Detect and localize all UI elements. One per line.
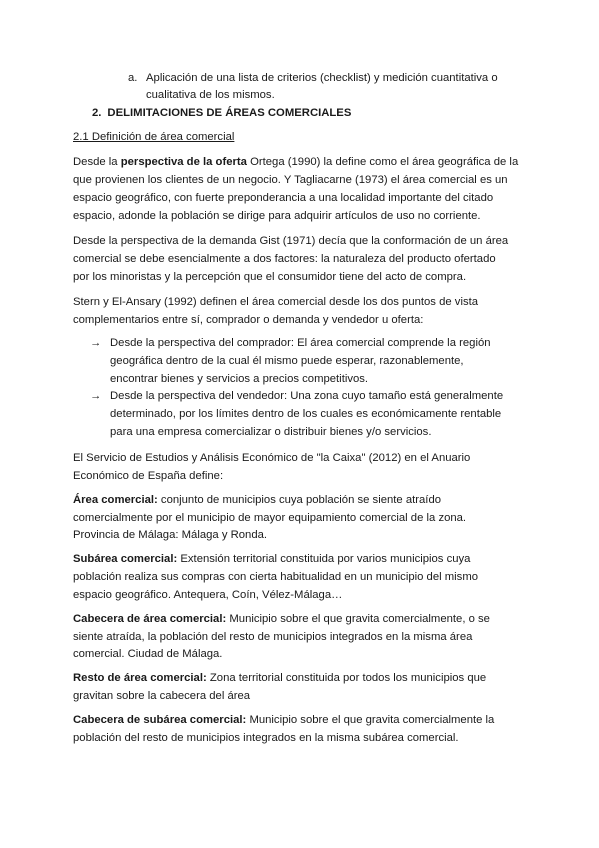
definition-4-line-2: gravitan sobre la cabecera del área <box>73 690 251 702</box>
definition-text: Zona territorial constituida por todos los municipios que <box>206 672 487 684</box>
bullet-1-line-3: encontrar bienes y servicios a precios competitivos. <box>110 373 369 385</box>
p1-bold: perspectiva de la oferta <box>120 156 247 168</box>
definition-1-line-2: comercialmente por el municipio de mayor equipamiento comercial de la zona. <box>73 512 467 524</box>
paragraph-1-line-1 <box>73 154 518 171</box>
definition-term: Cabecera de área comercial: <box>73 613 227 625</box>
sub-item-line-2: cualitativa de los mismos. <box>146 89 275 101</box>
section-number: 2. <box>92 107 102 119</box>
sub-item-marker: a. <box>128 72 138 84</box>
definition-3-line-3: comercial. Ciudad de Málaga. <box>73 648 223 660</box>
definition-2-line-3: espacio geográfico. Antequera, Coín, Vélez-Málaga… <box>73 589 343 601</box>
definition-4-line-1 <box>73 670 486 687</box>
bullet-1-line-2: geográfica dentro de la cual él mismo puede esperar, razonablemente, <box>110 355 464 367</box>
definition-2-line-1 <box>73 551 470 568</box>
definition-text: Municipio sobre el que gravita comercialmente la <box>246 714 495 726</box>
bullet-arrow-2: → <box>90 390 102 402</box>
subsection-title: 2.1 Definición de área comercial <box>73 131 235 143</box>
definition-text: Extensión territorial constituida por varios municipios cuya <box>177 553 471 565</box>
bullet-arrow-1: → <box>90 337 102 349</box>
paragraph-2-line-3: por los minoristas y la percepción que el consumidor tiene del acto de compra. <box>73 271 467 283</box>
paragraph-1-line-2: que provienen los clientes de un negocio. Y Tagliacarne (1973) el área comercial es un <box>73 174 508 186</box>
section-heading <box>92 105 351 122</box>
p1-post: Ortega (1990) la define como el área geográfica de la <box>246 156 519 168</box>
bullet-1-line-1: Desde la perspectiva del comprador: El área comercial comprende la región <box>110 337 491 349</box>
definition-3-line-1 <box>73 611 490 628</box>
definition-5-line-2: población del resto de municipios integrados en la misma subárea comercial. <box>73 732 459 744</box>
p1-pre: Desde la <box>73 156 121 168</box>
definition-3-line-2: siente atraída, la población del resto de municipios integrados en la misma área <box>73 631 473 643</box>
bullet-2-line-2: determinado, por los límites dentro de los cuales es económicamente rentable <box>110 408 502 420</box>
bullet-2-line-1: Desde la perspectiva del vendedor: Una zona cuyo tamaño está generalmente <box>110 390 504 402</box>
sub-item-line-1: Aplicación de una lista de criterios (checklist) y medición cuantitativa o <box>146 72 498 84</box>
definition-term: Subárea comercial: <box>73 553 178 565</box>
section-title: DELIMITACIONES DE ÁREAS COMERCIALES <box>107 107 352 119</box>
definition-text: conjunto de municipios cuya población se siente atraído <box>157 494 442 506</box>
definition-1-line-1 <box>73 492 441 509</box>
paragraph-2-line-2: comercial se debe esencialmente a dos factores: la naturaleza del producto ofertado <box>73 253 496 265</box>
definition-2-line-2: población realiza sus compras con cierta habitualidad en un municipio del mismo <box>73 571 479 583</box>
paragraph-1-line-3: espacio geográfico, con fuerte preponderancia a una localidad importante del citado <box>73 192 494 204</box>
definition-1-line-3: Provincia de Málaga: Málaga y Ronda. <box>73 529 268 541</box>
paragraph-4-line-1: El Servicio de Estudios y Análisis Económico de "la Caixa" (2012) en el Anuario <box>73 452 471 464</box>
definition-term: Área comercial: <box>73 494 158 506</box>
paragraph-1-line-4: espacio, adonde la población se dirige para adquirir artículos de uso no corriente. <box>73 210 481 222</box>
bullet-2-line-3: para una empresa comercializar o distribuir bienes y/o servicios. <box>110 426 432 438</box>
definition-term: Cabecera de subárea comercial: <box>73 714 247 726</box>
definition-term: Resto de área comercial: <box>73 672 207 684</box>
paragraph-2-line-1: Desde la perspectiva de la demanda Gist (1971) decía que la conformación de un área <box>73 235 509 247</box>
paragraph-4-line-2: Económico de España define: <box>73 470 224 482</box>
definition-text: Municipio sobre el que gravita comercialmente, o se <box>226 613 490 625</box>
paragraph-3-line-2: complementarios entre sí, comprador o demanda y vendedor u oferta: <box>73 314 424 326</box>
definition-5-line-1 <box>73 712 494 729</box>
paragraph-3-line-1: Stern y El-Ansary (1992) definen el área comercial desde los dos puntos de vista <box>73 296 479 308</box>
